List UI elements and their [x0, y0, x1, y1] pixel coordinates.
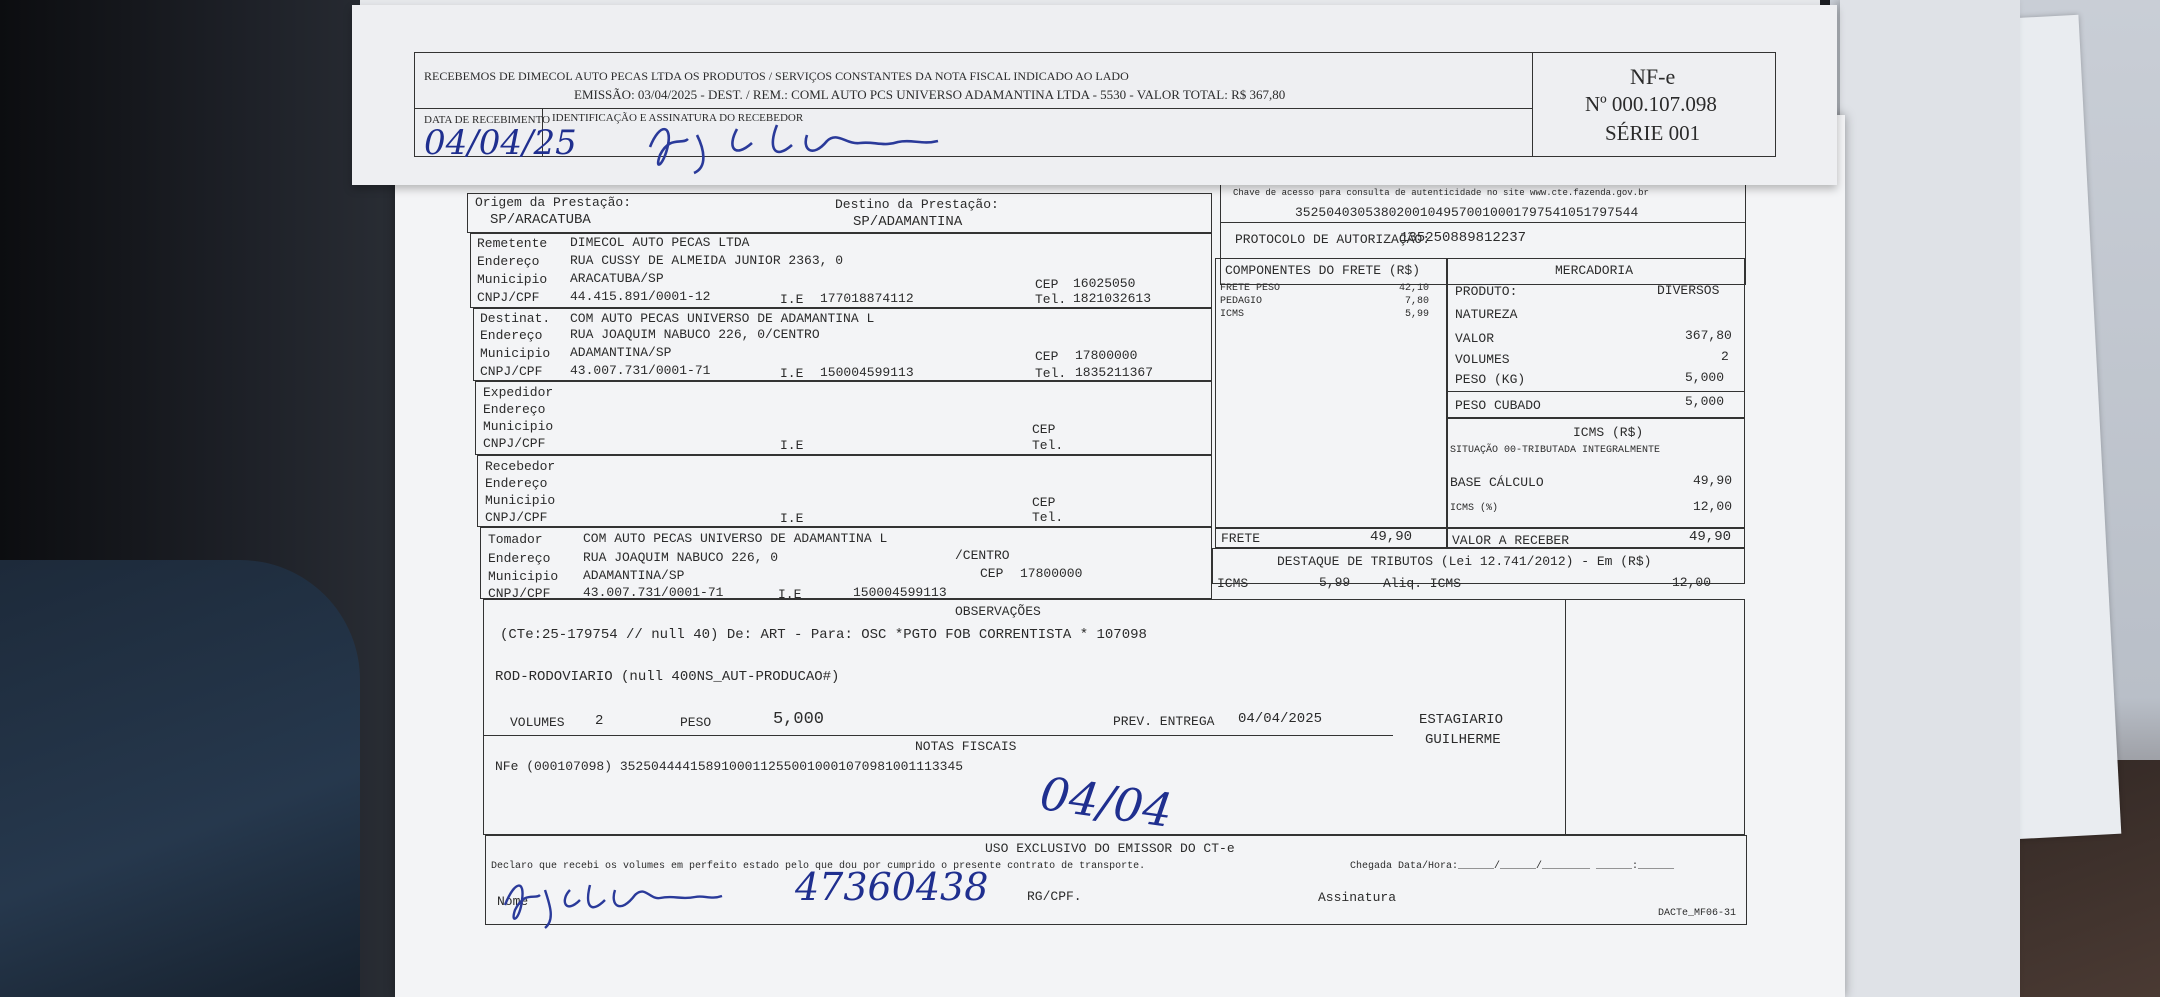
remetente-tel-label: Tel. [1035, 292, 1067, 307]
destinatario-address-label: Endereço [480, 328, 543, 343]
remetente-cep: 16025050 [1073, 276, 1136, 291]
tomador-cnpj: 43.007.731/0001-71 [583, 585, 724, 600]
icms-aliq-value: 12,00 [1693, 499, 1733, 514]
prev-entrega-label: PREV. ENTREGA [1113, 714, 1215, 729]
remetente-city-label: Municipio [477, 272, 548, 287]
recebedor-city-label: Municipio [485, 493, 556, 508]
remetente-ie-label: I.E [780, 292, 804, 307]
produto-value: DIVERSOS [1657, 283, 1720, 298]
destinatario-ie: 150004599113 [820, 365, 914, 380]
destinatario-ie-label: I.E [780, 366, 804, 381]
componente-icms-value: 5,99 [1405, 309, 1430, 320]
expedidor-tel-label: Tel. [1032, 438, 1064, 453]
natureza-label: NATUREZA [1455, 307, 1518, 322]
componente-icms-label: ICMS [1220, 309, 1245, 320]
peso-value: 5,000 [1685, 370, 1725, 385]
recebedor-label: Recebedor [485, 459, 556, 474]
componente-frete-peso-value: 42,10 [1399, 283, 1430, 294]
handwritten-receipt-date: 04/04/25 [424, 123, 577, 163]
remetente-cnpj: 44.415.891/0001-12 [570, 289, 711, 304]
valor-value: 367,80 [1685, 328, 1732, 343]
nome-label: Nome [497, 894, 529, 909]
destinatario-tel: 1835211367 [1075, 365, 1154, 380]
recebedor-cep-label: CEP [1032, 495, 1056, 510]
remetente-label: Remetente [477, 236, 548, 251]
tomador-city-label: Municipio [488, 569, 559, 584]
tributos-icms-label: ICMS [1217, 576, 1249, 591]
peso-label: PESO (KG) [1455, 372, 1526, 387]
componente-pedagio-label: PEDAGIO [1220, 296, 1263, 307]
peso-cubado-value: 5,000 [1685, 394, 1725, 409]
tributos-icms-value: 5,99 [1319, 575, 1351, 590]
recebedor-box [477, 455, 1212, 527]
destinatario-address: RUA JOAQUIM NABUCO 226, 0/CENTRO [570, 327, 820, 342]
nfe-serie: SÉRIE 001 [1605, 121, 1701, 145]
remetente-tel: 1821032613 [1073, 291, 1152, 306]
destinatario-tel-label: Tel. [1035, 366, 1067, 381]
background-jeans [0, 560, 360, 997]
handwritten-rg: 47360438 [795, 865, 989, 909]
destinatario-cep: 17800000 [1075, 348, 1138, 363]
dacte-code: DACTe_MF06-31 [1658, 908, 1737, 919]
tomador-name: COM AUTO PECAS UNIVERSO DE ADAMANTINA L [583, 531, 888, 546]
remetente-cnpj-label: CNPJ/CPF [477, 290, 540, 305]
origin-label: Origem da Prestação: [475, 195, 632, 210]
nfe-title: NF-e [1630, 64, 1676, 89]
recebedor-address-label: Endereço [485, 476, 548, 491]
recebedor-cnpj-label: CNPJ/CPF [485, 510, 548, 525]
base-calculo-value: 49,90 [1693, 473, 1733, 488]
dest-label: Destino da Prestação: [835, 197, 999, 212]
chegada-text: Chegada Data/Hora:______/______/________ ______:______ [1350, 861, 1675, 872]
tributos-title: DESTAQUE DE TRIBUTOS (Lei 12.741/2012) - Em (R$) [1277, 554, 1652, 569]
guilherme-text: GUILHERME [1425, 732, 1501, 748]
remetente-city: ARACATUBA/SP [570, 271, 664, 286]
recebedor-tel-label: Tel. [1032, 510, 1064, 525]
dacte-page [395, 115, 1845, 997]
handwritten-signature-bottom [500, 870, 730, 930]
volumes-label: VOLUMES [1455, 352, 1510, 367]
destinatario-label: Destinat. [480, 311, 551, 326]
access-key-label: Chave de acesso para consulta de autenticidade no site www.cte.fazenda.gov.br [1233, 188, 1649, 198]
destinatario-cnpj: 43.007.731/0001-71 [570, 363, 711, 378]
destinatario-name: COM AUTO PECAS UNIVERSO DE ADAMANTINA L [570, 311, 875, 326]
icms-title: ICMS (R$) [1573, 425, 1644, 440]
handwritten-signature-top [642, 117, 962, 175]
notas-fiscais-title: NOTAS FISCAIS [915, 739, 1017, 754]
recebedor-ie-label: I.E [780, 511, 804, 526]
expedidor-address-label: Endereço [483, 402, 546, 417]
destinatario-city: ADAMANTINA/SP [570, 345, 672, 360]
observacoes-line1: (CTe:25-179754 // null 40) De: ART - Para: OSC *PGTO FOB CORRENTISTA * 107098 [500, 627, 1147, 643]
frete-total-value: 49,90 [1370, 529, 1413, 545]
tomador-address-label: Endereço [488, 551, 551, 566]
tomador-label: Tomador [488, 532, 543, 547]
base-calculo-label: BASE CÁLCULO [1450, 475, 1544, 490]
destinatario-cep-label: CEP [1035, 349, 1059, 364]
access-key: 35250403053802001049570010001797541051797544 [1295, 205, 1639, 220]
tomador-ie-label: I.E [778, 587, 802, 602]
remetente-ie: 177018874112 [820, 291, 914, 306]
obs-volumes-label: VOLUMES [510, 715, 565, 730]
expedidor-ie-label: I.E [780, 438, 804, 453]
icms-aliq-label: ICMS (%) [1450, 503, 1499, 514]
tributos-aliq-value: 12,00 [1672, 575, 1712, 590]
id-signature-label: IDENTIFICAÇÃO E ASSINATURA DO RECEBEDOR [552, 112, 804, 124]
rg-label: RG/CPF. [1027, 889, 1082, 904]
remetente-address: RUA CUSSY DE ALMEIDA JUNIOR 2363, 0 [570, 253, 844, 268]
expedidor-cep-label: CEP [1032, 422, 1056, 437]
prev-entrega-date: 04/04/2025 [1238, 711, 1323, 727]
expedidor-city-label: Municipio [483, 419, 554, 434]
tomador-cep-label: CEP [980, 566, 1004, 581]
volumes-value: 2 [1721, 349, 1729, 364]
valor-label: VALOR [1455, 331, 1495, 346]
date-received-label: DATA DE RECEBIMENTO [424, 114, 551, 126]
receipt-line2: EMISSÃO: 03/04/2025 - DEST. / REM.: COML AUTO PCS UNIVERSO ADAMANTINA LTDA - 5530 - VALOR TOTAL: R$ 367,80 [574, 87, 1286, 102]
valor-receber-value: 49,90 [1689, 529, 1732, 545]
paper-stack-edge [1840, 0, 2020, 997]
obs-peso-value: 5,000 [773, 710, 825, 729]
produto-label: PRODUTO: [1455, 284, 1518, 299]
protocol-label: PROTOCOLO DE AUTORIZAÇÃO: [1235, 232, 1431, 247]
remetente-cep-label: CEP [1035, 277, 1059, 292]
remetente-address-label: Endereço [477, 254, 540, 269]
estagiario-text: ESTAGIARIO [1419, 712, 1504, 728]
receipt-stub [352, 5, 1837, 185]
uso-exclusivo-title: USO EXCLUSIVO DO EMISSOR DO CT-e [985, 841, 1235, 856]
destinatario-cnpj-label: CNPJ/CPF [480, 364, 543, 379]
tomador-complement: /CENTRO [955, 548, 1010, 563]
receipt-line1: RECEBEMOS DE DIMECOL AUTO PECAS LTDA OS PRODUTOS / SERVIÇOS CONSTANTES DA NOTA FISCAL INDICADO AO LADO [424, 69, 1129, 83]
tributos-aliq-label: Aliq. ICMS [1383, 576, 1462, 591]
handwritten-date-arrival: 04/04 [1036, 766, 1176, 838]
notas-fiscais-line: NFe (000107098) 35250444415891000112550010001070981001113345 [495, 759, 964, 774]
protocol-number: 135250889812237 [1400, 230, 1527, 246]
icms-situacao: SITUAÇÃO 00-TRIBUTADA INTEGRALMENTE [1450, 445, 1661, 456]
nfe-number: Nº 000.107.098 [1585, 92, 1717, 116]
mercadoria-title: MERCADORIA [1555, 263, 1634, 278]
receipt-stub-box [414, 52, 1776, 157]
tomador-cnpj-label: CNPJ/CPF [488, 586, 551, 601]
destinatario-city-label: Municipio [480, 346, 551, 361]
observacoes-title: OBSERVAÇÕES [955, 604, 1041, 619]
dest-value: SP/ADAMANTINA [853, 214, 963, 230]
tomador-cep: 17800000 [1020, 566, 1083, 581]
expedidor-cnpj-label: CNPJ/CPF [483, 436, 546, 451]
tomador-ie: 150004599113 [853, 585, 947, 600]
remetente-name: DIMECOL AUTO PECAS LTDA [570, 235, 750, 250]
valor-receber-label: VALOR A RECEBER [1452, 533, 1570, 548]
componente-frete-peso-label: FRETE PESO [1220, 283, 1281, 294]
declaro-text: Declaro que recebi os volumes em perfeito estado pelo que dou por cumprido o presente contrato de transporte. [491, 861, 1146, 872]
origin-value: SP/ARACATUBA [490, 212, 591, 228]
tomador-address: RUA JOAQUIM NABUCO 226, 0 [583, 550, 779, 565]
obs-volumes-value: 2 [595, 713, 604, 729]
expedidor-label: Expedidor [483, 385, 554, 400]
componentes-title: COMPONENTES DO FRETE (R$) [1225, 263, 1421, 278]
tomador-city: ADAMANTINA/SP [583, 568, 685, 583]
obs-peso-label: PESO [680, 715, 712, 730]
observacoes-line2: ROD-RODOVIARIO (null 400NS_AUT-PRODUCAO#) [495, 669, 840, 685]
frete-total-label: FRETE [1221, 531, 1261, 546]
expedidor-box [475, 381, 1212, 455]
componente-pedagio-value: 7,80 [1405, 296, 1430, 307]
assinatura-label: Assinatura [1318, 890, 1397, 905]
peso-cubado-label: PESO CUBADO [1455, 398, 1541, 413]
